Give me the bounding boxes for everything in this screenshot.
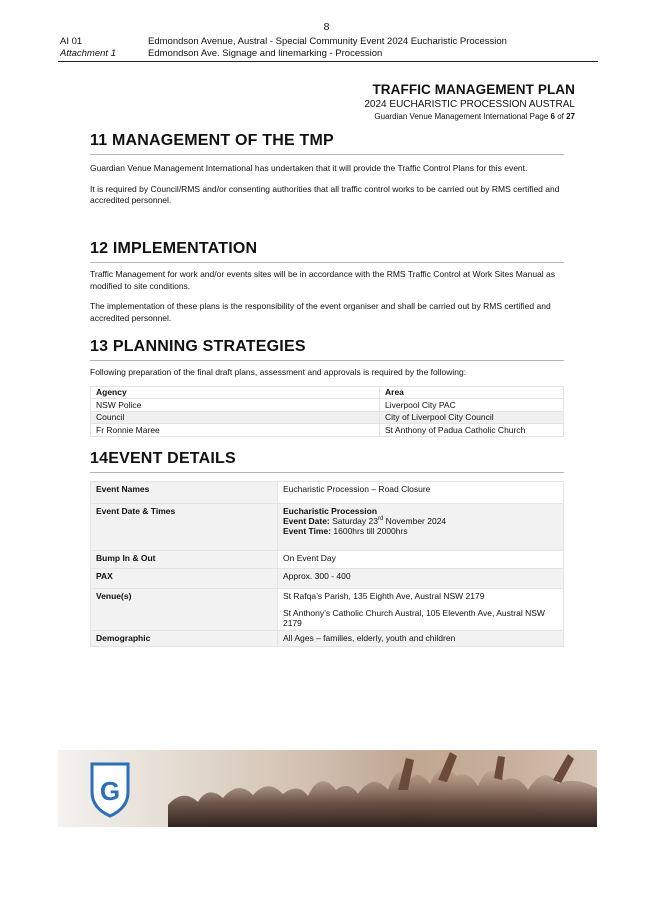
section-heading: 11 MANAGEMENT OF THE TMP	[90, 132, 564, 155]
table-row	[91, 631, 564, 647]
event-date-suffix: rd	[377, 516, 384, 523]
header-rule	[58, 61, 598, 62]
venue-label: Venue(s)	[91, 589, 278, 631]
event-date-key: Event Date:	[283, 516, 333, 526]
crowd-banner-image	[58, 750, 597, 827]
header-item: AI 01	[60, 36, 83, 47]
raised-arm	[553, 754, 574, 783]
event-time-text: 1600hrs till 2000hrs	[333, 526, 408, 536]
table-row	[91, 569, 564, 589]
page-info-of: of	[554, 112, 567, 121]
page-info-total: 27	[566, 112, 575, 121]
table-header-row	[91, 386, 564, 399]
logo-letter: G	[99, 776, 121, 806]
venue-line: St Anthony’s Catholic Church Austral, 105 Eleventh Ave, Austral NSW 2179	[283, 608, 545, 628]
section-planning-strategies	[90, 338, 564, 437]
table-row	[91, 589, 564, 631]
crowd-silhouette	[168, 767, 597, 827]
venue-line: St Rafqa’s Parish, 135 Eighth Ave, Austral NSW 2179	[283, 591, 485, 601]
event-date-title: Eucharistic Procession	[283, 506, 378, 516]
paragraph: Following preparation of the final draft plans, assessment and approvals is required by the following:	[90, 367, 467, 377]
demographic-label: Demographic	[91, 631, 278, 647]
header-line1: Edmondson Avenue, Austral - Special Community Event 2024 Eucharistic Procession	[148, 36, 507, 47]
section-heading: 12 IMPLEMENTATION	[90, 240, 564, 263]
table-row	[91, 399, 564, 412]
section-event-details	[90, 450, 564, 647]
section-heading: 14EVENT DETAILS	[90, 450, 564, 473]
document-title: TRAFFIC MANAGEMENT PLAN	[372, 82, 575, 97]
paragraph: Guardian Venue Management International has undertaken that it will provide the Traffic Control Plans for this event.	[90, 163, 528, 173]
table-row	[91, 411, 564, 424]
event-date-value	[278, 504, 564, 551]
agency-cell: Council	[91, 411, 380, 424]
table-row	[91, 424, 564, 437]
event-names-value: Eucharistic Procession – Road Closure	[278, 482, 564, 504]
agency-table	[90, 386, 564, 437]
document-title-block	[364, 82, 575, 121]
paragraph: It is required by Council/RMS and/or consenting authorities that all traffic control works to be carried out by RMS certified and accredited personnel.	[90, 183, 560, 205]
event-names-label: Event Names	[91, 482, 278, 504]
section-management	[90, 132, 564, 207]
agency-cell: NSW Police	[91, 399, 380, 412]
page-info-prefix: Guardian Venue Management International Page	[374, 112, 551, 121]
guardian-shield-logo	[92, 764, 128, 816]
event-date-label: Event Date & Times	[91, 504, 278, 551]
venue-value	[278, 589, 564, 631]
header-line2: Edmondson Ave. Signage and linemarking - Procession	[148, 48, 383, 59]
event-date-line	[283, 516, 558, 526]
demographic-value: All Ages – families, elderly, youth and children	[278, 631, 564, 647]
table-row	[91, 551, 564, 569]
pax-label: PAX	[91, 569, 278, 589]
paragraph: The implementation of these plans is the responsibility of the event organiser and shall be carried out by RMS certified and accredited personnel.	[90, 301, 551, 323]
agency-cell: Fr Ronnie Maree	[91, 424, 380, 437]
table-row	[91, 504, 564, 551]
document-subtitle: 2024 EUCHARISTIC PROCESSION AUSTRAL	[364, 99, 575, 110]
bump-label: Bump In & Out	[91, 551, 278, 569]
event-time-key: Event Time:	[283, 526, 334, 536]
table-row	[91, 482, 564, 504]
area-cell: Liverpool City PAC	[380, 399, 564, 412]
section-implementation	[90, 240, 564, 324]
pax-value: Approx. 300 - 400	[278, 569, 564, 589]
event-time-line	[283, 526, 558, 536]
event-date-text: Saturday 23	[332, 516, 378, 526]
raised-arm	[494, 756, 505, 780]
table-header-agency: Agency	[91, 386, 380, 399]
running-header	[60, 36, 598, 60]
bump-value: On Event Day	[278, 551, 564, 569]
paragraph: Traffic Management for work and/or events sites will be in accordance with the RMS Traffic Control at Work Sites Manual as modified to site conditions.	[90, 269, 556, 291]
header-attachment: Attachment 1	[60, 48, 116, 59]
section-heading: 13 PLANNING STRATEGIES	[90, 338, 564, 361]
document-page-info	[364, 112, 575, 121]
page-number: 8	[323, 21, 330, 33]
event-details-table	[90, 481, 564, 647]
page-info-current: 6	[550, 112, 555, 121]
crowd-silhouette-graphic	[58, 750, 597, 827]
table-header-area: Area	[380, 386, 564, 399]
area-cell: City of Liverpool City Council	[380, 411, 564, 424]
event-date-text-post: November 2024	[383, 516, 447, 526]
area-cell: St Anthony of Padua Catholic Church	[380, 424, 564, 437]
